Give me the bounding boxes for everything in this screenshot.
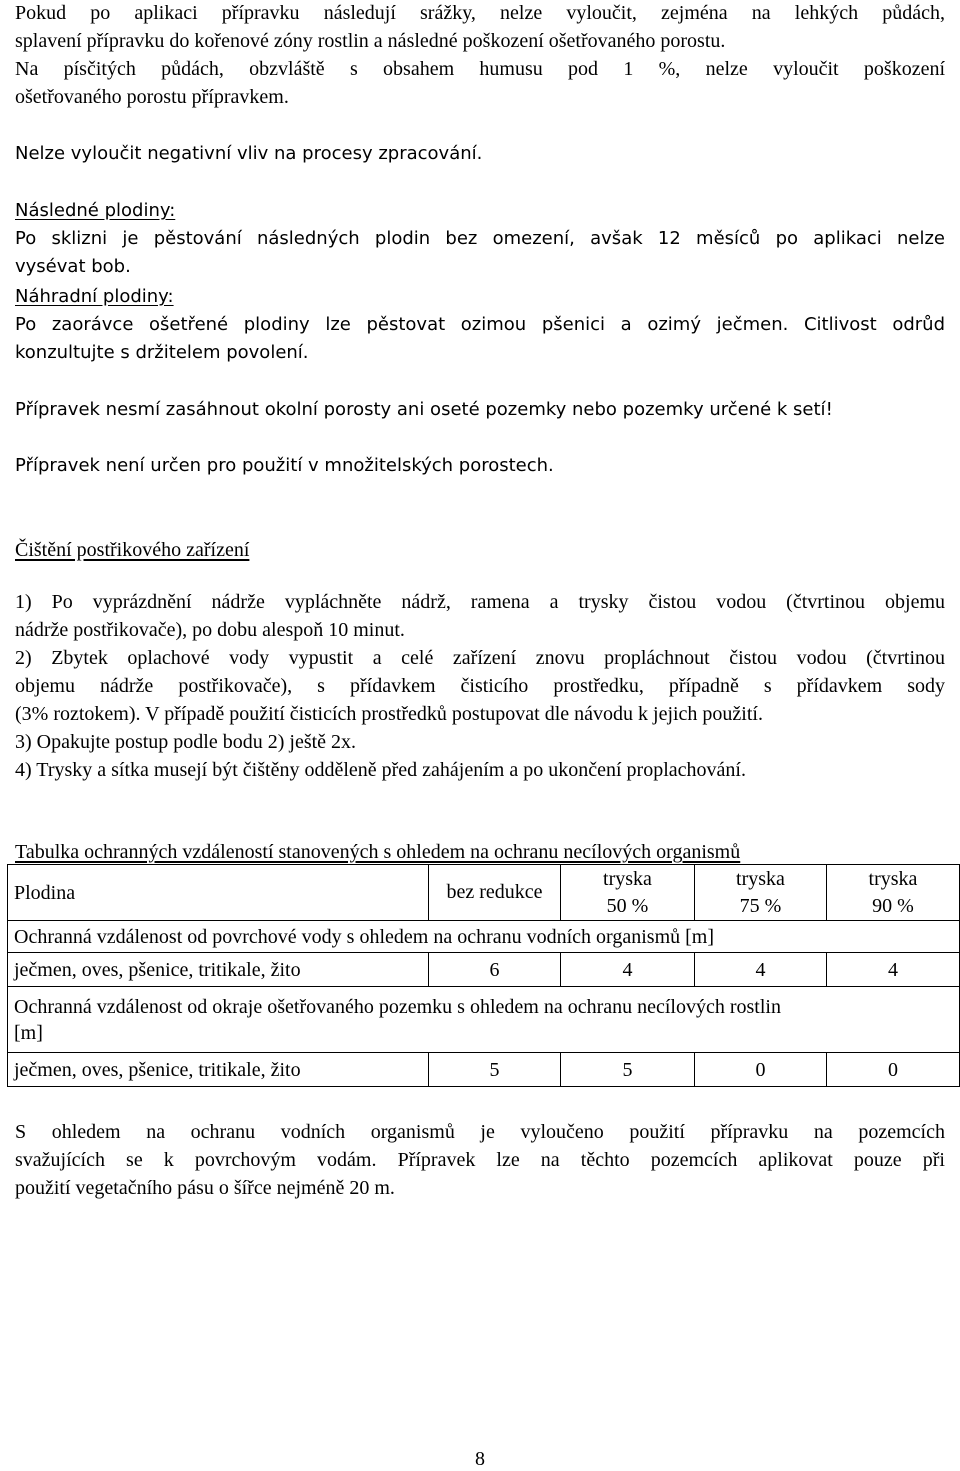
cleaning-step-1-line-1: 1) Po vyprázdnění nádrže vypláchněte nádrž, ramena a trysky čistou vodou (čtvrtinou objemu [15,591,945,613]
intro-line-1: Pokud po aplikaci přípravku následují srážky, nelze vyloučit, zejména na lehkých půdách, [15,2,945,24]
nozzle-pct-50: 50 % [606,894,649,917]
replacement-crops-line-2: konzultujte s držitelem povolení. [15,342,309,363]
closing-line-3: použití vegetačního pásu o šířce nejméně 20 m. [15,1177,395,1199]
value-nozzle-90: 4 [827,953,960,987]
protective-distances-table [7,864,960,1087]
section-surface-water: Ochranná vzdálenost od povrchové vody s ohledem na ochranu vodních organismů [m] [8,921,960,953]
intro-paragraph [15,0,945,111]
row-crop: ječmen, oves, pšenice, tritikale, žito [8,1053,429,1087]
section-field-edge-line-1: Ochranná vzdálenost od okraje ošetřovaného pozemku s ohledem na ochranu necílových rostlin [14,995,781,1018]
processing-note: Nelze vyloučit negativní vliv na procesy zpracování. [15,143,483,164]
value-nozzle-75: 0 [695,1053,827,1087]
following-crops-section [15,197,945,281]
table-row [8,1053,960,1087]
table-title: Tabulka ochranných vzdáleností stanovených s ohledem na ochranu necílových organismů [15,841,741,863]
cleaning-step-4: 4) Trysky a sítka musejí být čištěny odděleně před zahájením a po ukončení proplachování. [15,759,746,781]
header-no-reduction: bez redukce [429,865,561,921]
nozzle-pct-90: 90 % [872,894,914,917]
table-row [8,953,960,987]
value-no-reduction: 6 [429,953,561,987]
warning-seed-crops: Přípravek není určen pro použití v množitelských porostech. [15,455,554,476]
cleaning-steps [15,588,945,784]
value-no-reduction: 5 [429,1053,561,1087]
closing-paragraph [15,1118,945,1202]
nozzle-label: tryska [736,867,785,890]
cleaning-step-1-line-2: nádrže postřikovače), po dobu alespoň 10 minut. [15,619,405,641]
cleaning-step-2-line-2: objemu nádrže postřikovače), s přídavkem čisticího prostředku, případně s přídavkem sody [15,675,945,697]
closing-line-2: svažujících se k povrchovým vodám. Přípravek lze na těchto pozemcích aplikovat pouze při [15,1149,945,1171]
intro-line-4: ošetřovaného porostu přípravkem. [15,86,289,108]
following-crops-heading: Následné plodiny: [15,200,176,221]
following-crops-line-1: Po sklizni je pěstování následných plodin bez omezení, avšak 12 měsíců po aplikaci nelze [15,228,945,249]
cleaning-step-2-line-1: 2) Zbytek oplachové vody vypustit a celé zařízení znovu propláchnout čistou vodou (čtvrtinou [15,647,945,669]
header-nozzle-75 [695,865,827,921]
nozzle-label: tryska [603,867,652,890]
header-nozzle-90 [827,865,960,921]
closing-line-1: S ohledem na ochranu vodních organismů je vyloučeno použití přípravku na pozemcích [15,1121,945,1143]
replacement-crops-line-1: Po zaorávce ošetřené plodiny lze pěstovat ozimou pšenici a ozimý ječmen. Citlivost odrůd [15,314,945,335]
cleaning-step-2-line-3: (3% roztokem). V případě použití čisticích prostředků postupovat dle návodu k jejich použití. [15,703,763,725]
row-crop: ječmen, oves, pšenice, tritikale, žito [8,953,429,987]
table-title-block [15,838,945,866]
nozzle-label: tryska [868,867,918,890]
following-crops-line-2: vysévat bob. [15,256,131,277]
replacement-crops-heading: Náhradní plodiny: [15,286,174,307]
value-nozzle-50: 4 [561,953,695,987]
cleaning-heading-block [15,536,945,564]
cleaning-step-3: 3) Opakujte postup podle bodu 2) ještě 2x. [15,731,357,753]
table-section-row [8,921,960,953]
header-crop: Plodina [8,865,429,921]
value-nozzle-75: 4 [695,953,827,987]
section-field-edge-line-2: [m] [14,1021,43,1044]
replacement-crops-section [15,283,945,367]
table-header-row [8,865,960,921]
intro-line-2: splavení přípravku do kořenové zóny rostlin a následné poškození ošetřovaného porostu. [15,30,726,52]
value-nozzle-50: 5 [561,1053,695,1087]
value-nozzle-90: 0 [827,1053,960,1087]
table-section-row [8,987,960,1053]
intro-line-3: Na písčitých půdách, obzvláště s obsahem humusu pod 1 %, nelze vyloučit poškození [15,58,945,80]
cleaning-heading: Čištění postřikového zařízení [15,539,250,561]
page-number: 8 [475,1448,485,1470]
warning-spray-drift: Přípravek nesmí zasáhnout okolní porosty ani oseté pozemky nebo pozemky určené k setí! [15,399,833,420]
section-field-edge [8,987,960,1053]
nozzle-pct-75: 75 % [739,894,782,917]
header-nozzle-50 [561,865,695,921]
